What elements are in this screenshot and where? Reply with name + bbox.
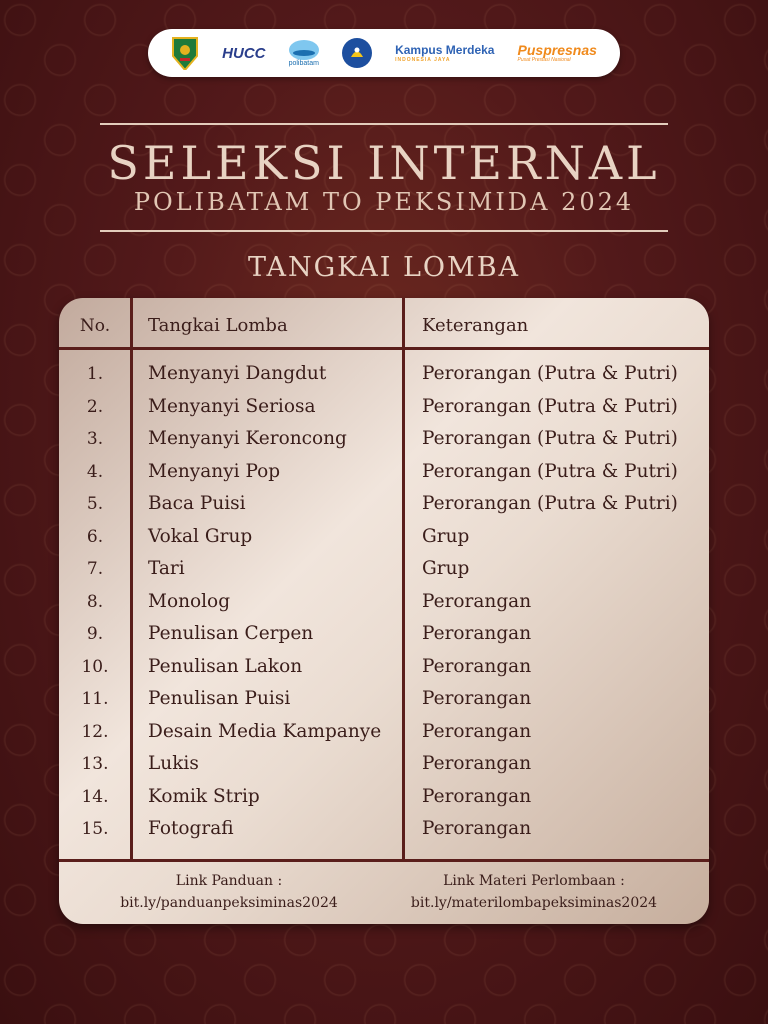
row-name: Lukis bbox=[148, 753, 199, 774]
column-divider bbox=[402, 298, 405, 860]
row-name: Penulisan Cerpen bbox=[148, 623, 314, 644]
row-number: 2. bbox=[86, 396, 104, 417]
page-title: SELEKSI INTERNAL bbox=[107, 136, 661, 190]
footer-divider bbox=[59, 859, 709, 862]
tut-wuri-handayani-icon bbox=[342, 38, 372, 68]
row-name: Tari bbox=[148, 558, 185, 579]
hucc-logo-text: HUCC bbox=[222, 44, 266, 62]
row-number: 8. bbox=[86, 591, 104, 612]
header-keterangan: Keterangan bbox=[422, 315, 529, 336]
row-number: 14. bbox=[81, 786, 109, 807]
row-name: Menyanyi Pop bbox=[148, 460, 281, 482]
footer-panduan bbox=[79, 870, 379, 914]
footer-materi bbox=[384, 870, 684, 914]
row-number: 5. bbox=[86, 494, 104, 514]
header-tangkai: Tangkai Lomba bbox=[148, 315, 288, 336]
top-divider bbox=[100, 123, 668, 125]
row-description: Perorangan (Putra & Putri) bbox=[422, 493, 678, 514]
row-name: Baca Puisi bbox=[148, 493, 246, 514]
panduan-label: Link Panduan : bbox=[175, 873, 283, 889]
row-description: Grup bbox=[422, 558, 470, 579]
kepri-crest-icon bbox=[171, 35, 199, 71]
row-name: Penulisan Lakon bbox=[148, 655, 303, 677]
row-description: Perorangan bbox=[422, 818, 532, 839]
row-name: Fotografi bbox=[148, 818, 234, 839]
polibatam-logo-text: polibatam bbox=[288, 59, 319, 67]
row-description: Perorangan bbox=[422, 623, 532, 644]
materi-label: Link Materi Perlombaan : bbox=[443, 873, 625, 889]
header-divider bbox=[59, 347, 709, 350]
row-number: 7. bbox=[86, 559, 104, 579]
row-number: 11. bbox=[81, 689, 109, 709]
row-description: Perorangan (Putra & Putri) bbox=[422, 460, 678, 482]
row-description: Perorangan bbox=[422, 655, 532, 677]
kampus-merdeka-text: Kampus Merdeka bbox=[395, 42, 495, 57]
row-number: 13. bbox=[81, 754, 109, 774]
competition-table bbox=[59, 298, 709, 924]
polibatam-wave-icon bbox=[289, 40, 319, 60]
logo-bar bbox=[148, 29, 620, 77]
panduan-link[interactable]: bit.ly/panduanpeksiminas2024 bbox=[120, 895, 338, 911]
row-description: Perorangan bbox=[422, 688, 532, 709]
row-number: 15. bbox=[81, 819, 109, 839]
row-name: Monolog bbox=[148, 590, 231, 612]
row-number: 9. bbox=[86, 624, 104, 644]
bottom-divider bbox=[100, 230, 668, 232]
kampus-merdeka-sub: INDONESIA JAYA bbox=[395, 56, 451, 63]
header-no: No. bbox=[79, 316, 111, 336]
row-number: 12. bbox=[81, 721, 109, 742]
row-number: 10. bbox=[81, 656, 109, 677]
row-number: 4. bbox=[86, 461, 104, 482]
kampus-merdeka-logo bbox=[395, 35, 494, 71]
row-number: 3. bbox=[86, 429, 104, 449]
row-number: 6. bbox=[86, 526, 104, 547]
row-description: Perorangan (Putra & Putri) bbox=[422, 395, 678, 417]
hucc-logo bbox=[222, 35, 265, 71]
row-description: Perorangan bbox=[422, 753, 532, 774]
row-description: Perorangan bbox=[422, 720, 532, 742]
row-description: Perorangan (Putra & Putri) bbox=[422, 363, 678, 384]
row-name: Menyanyi Dangdut bbox=[148, 363, 327, 384]
puspresnas-text: Puspresnas bbox=[517, 42, 597, 58]
row-name: Desain Media Kampanye bbox=[148, 720, 382, 742]
section-title: TANGKAI LOMBA bbox=[247, 252, 521, 283]
row-name: Vokal Grup bbox=[148, 525, 253, 547]
puspresnas-sub: Pusat Prestasi Nasional bbox=[517, 57, 571, 63]
polibatam-logo bbox=[289, 35, 319, 71]
puspresnas-logo bbox=[518, 35, 597, 71]
materi-link[interactable]: bit.ly/materilombapeksiminas2024 bbox=[410, 895, 658, 911]
row-name: Penulisan Puisi bbox=[148, 688, 291, 709]
row-description: Perorangan bbox=[422, 785, 532, 807]
row-name: Menyanyi Seriosa bbox=[148, 395, 316, 417]
row-name: Menyanyi Keroncong bbox=[148, 428, 347, 449]
row-description: Perorangan bbox=[422, 590, 532, 612]
row-number: 1. bbox=[86, 364, 104, 384]
page-subtitle: POLIBATAM TO PEKSIMIDA 2024 bbox=[133, 188, 635, 216]
row-name: Komik Strip bbox=[148, 785, 260, 807]
row-description: Grup bbox=[422, 525, 470, 547]
row-description: Perorangan (Putra & Putri) bbox=[422, 428, 678, 449]
